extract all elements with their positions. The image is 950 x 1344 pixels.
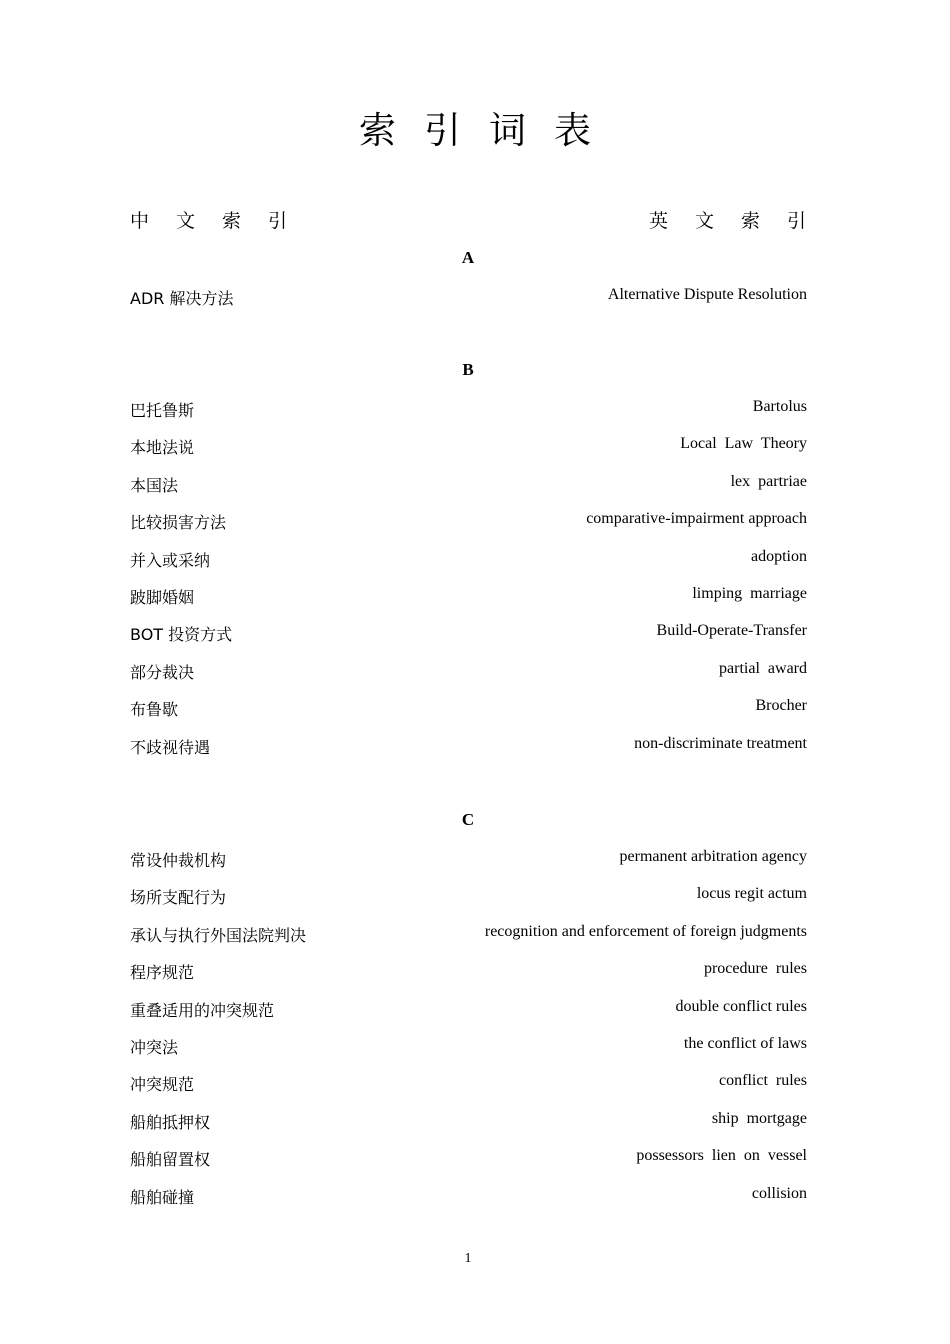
index-entry — [130, 660, 807, 684]
chinese-term: 冲突规范 — [130, 1075, 195, 1095]
chinese-term: 程序规范 — [130, 963, 195, 983]
english-term: partial award — [719, 659, 807, 677]
english-term: Local Law Theory — [680, 435, 807, 453]
index-entry — [130, 998, 807, 1022]
chinese-term: 本国法 — [130, 475, 179, 495]
english-term: recognition and enforcement of foreign judgments — [484, 922, 807, 940]
english-term: Build-Operate-Transfer — [656, 622, 807, 640]
english-term: collision — [751, 1184, 807, 1202]
chinese-term: 巴托鲁斯 — [130, 401, 195, 420]
index-entry — [130, 548, 807, 572]
index-entry — [130, 1110, 807, 1134]
english-term: comparative-impairment approach — [586, 510, 807, 528]
english-term: permanent arbitration agency — [619, 848, 807, 865]
index-entry — [130, 510, 807, 534]
chinese-term: 船舶抵押权 — [130, 1112, 211, 1132]
english-term: lex partriae — [730, 472, 807, 490]
english-term: double conflict rules — [675, 997, 807, 1015]
chinese-term: 部分裁决 — [130, 662, 195, 682]
chinese-term: 常设仲裁机构 — [130, 851, 227, 870]
index-entry — [130, 1185, 807, 1209]
index-entry — [130, 923, 807, 947]
index-entry — [130, 585, 807, 609]
index-entry — [130, 697, 807, 721]
chinese-term: 比较损害方法 — [130, 513, 227, 533]
english-index-heading: 英 文 索 引 — [648, 210, 806, 232]
index-entry — [130, 473, 807, 497]
chinese-term: 船舶留置权 — [130, 1150, 211, 1170]
index-entry — [130, 885, 807, 909]
chinese-index-heading: 中 文 索 引 — [130, 210, 288, 232]
index-entry — [130, 622, 807, 646]
section-letter-c: C — [461, 810, 475, 829]
chinese-term: ADR 解决方法 — [130, 289, 234, 308]
english-term: the conflict of laws — [683, 1035, 807, 1052]
section-letter-a: A — [461, 248, 475, 267]
chinese-term: 不歧视待遇 — [130, 737, 211, 757]
chinese-term: 承认与执行外国法院判决 — [130, 925, 307, 945]
english-term: limping marriage — [692, 585, 807, 602]
english-term: Brocher — [755, 697, 807, 715]
english-term: procedure rules — [703, 960, 807, 978]
english-term: adoption — [751, 547, 807, 565]
chinese-term: 冲突法 — [130, 1038, 179, 1057]
section-letter-b: B — [462, 360, 474, 379]
index-entry — [130, 286, 807, 310]
english-term: possessors lien on vessel — [636, 1147, 807, 1165]
chinese-term: BOT 投资方式 — [130, 625, 233, 645]
chinese-term: 场所支配行为 — [130, 888, 227, 908]
page-title: 索 引 词 表 — [359, 109, 591, 152]
english-term: conflict rules — [719, 1072, 807, 1090]
chinese-term: 并入或采纳 — [130, 550, 211, 570]
english-term: ship mortgage — [711, 1109, 807, 1127]
english-term: Alternative Dispute Resolution — [607, 286, 807, 303]
chinese-term: 跛脚婚姻 — [130, 588, 195, 607]
index-entry — [130, 435, 807, 459]
page-number: 1 — [464, 1251, 472, 1266]
index-entry — [130, 1147, 807, 1171]
english-term: Bartolus — [752, 398, 807, 415]
index-entry — [130, 848, 807, 872]
index-entry — [130, 1072, 807, 1096]
index-entry — [130, 960, 807, 984]
chinese-term: 布鲁歇 — [130, 700, 179, 720]
english-term: locus regit actum — [696, 885, 807, 903]
chinese-term: 本地法说 — [130, 438, 195, 458]
index-entry — [130, 735, 807, 759]
chinese-term: 船舶碰撞 — [130, 1187, 195, 1207]
english-term: non-discriminate treatment — [634, 734, 807, 752]
index-entry — [130, 1035, 807, 1059]
index-entry — [130, 398, 807, 422]
chinese-term: 重叠适用的冲突规范 — [130, 1000, 275, 1020]
